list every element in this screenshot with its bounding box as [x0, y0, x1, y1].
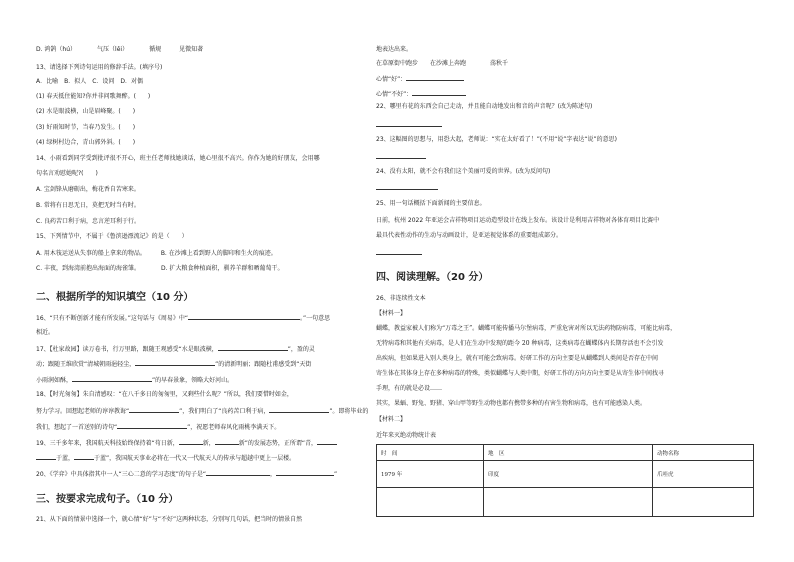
question-14-option-a: A. 宝剑锋从磨砺出，梅花香自苦寒来。: [36, 186, 140, 193]
answer-line-25[interactable]: [376, 254, 422, 255]
table-row: [377, 488, 754, 517]
answer-line-23[interactable]: [376, 158, 426, 159]
question-17-text-3: 小雨润如酥，: [36, 377, 73, 384]
answer-line-24[interactable]: [376, 189, 438, 190]
question-18-tail-3: ”，祝愿老师春风化雨桃李满天下。: [187, 424, 281, 431]
answer-blank[interactable]: [129, 406, 179, 413]
question-14-cont: 句名言劝慰她呢?( ): [36, 170, 98, 177]
table-cell: [377, 488, 484, 517]
table-cell: 1979 年: [377, 461, 484, 488]
mood-good-line: [376, 74, 464, 84]
question-18-text-3: ”，我们明白了“良药苦口利于病，: [179, 408, 270, 415]
question-17-line-3: [36, 375, 233, 385]
question-14: 14、小雨看到同学受到批评很不开心，班主任老师找她谈话，她心里很不高兴。你作为她的好朋友，会用哪: [36, 155, 320, 162]
question-17-text-2: 动；跟随王维欣赏“清城朝雨浥轻尘，: [36, 361, 136, 368]
question-19-line-2: [36, 453, 295, 463]
question-13-item-3: (3) 好雨知时节，当春乃发生。( ): [36, 124, 136, 131]
material-2-label: 【材料二】: [376, 416, 407, 423]
question-19-tail: 于蓝”，我国航天事业必将在一代又一代航天人的传承与超越中更上一层楼。: [94, 455, 296, 462]
question-18-text-2: 努力学习。回想起老师的谆谆教诲“: [36, 408, 130, 415]
material-1-label: 【材料一】: [376, 310, 407, 317]
answer-blank[interactable]: [135, 359, 215, 366]
table-caption: 近年来灭绝动物统计表: [376, 432, 437, 439]
question-14-option-b: B. 常将有日思无日，莫把无时当有时。: [36, 202, 140, 209]
extinct-animals-table: [376, 444, 754, 517]
table-header-cell: 动物名称: [653, 445, 754, 461]
answer-blank[interactable]: [206, 469, 270, 476]
table-row: [377, 461, 754, 488]
question-20-text: 20、《学弈》中具体指其中一人“三心二意的学习态度”的句子是“: [36, 471, 206, 478]
table-cell: [653, 488, 754, 517]
question-19-text-2: 新，: [202, 440, 215, 447]
question-21-scenarios: 在草原街中跑步 在沙滩上奔跑 荡秋千: [376, 60, 509, 67]
mood-good-blank[interactable]: [406, 74, 464, 81]
answer-blank[interactable]: [117, 422, 187, 429]
answer-blank[interactable]: [188, 313, 300, 320]
mood-bad-label: 心情“不好”：: [376, 91, 413, 98]
answer-blank[interactable]: [36, 453, 56, 460]
material-1-line-3: 出疾病，但如果进入别人类身上，就有可能会致病毒。好研工作的方向主要是从蝴蝶到人类间是否存在中间: [376, 355, 659, 362]
question-18-text-4: 我们，想起了一首送别的诗句“: [36, 424, 118, 431]
question-22: 22、哪里有花的东西会自己走动，并且能自动地发出和音的声音呢？(改为陈述句): [376, 103, 593, 110]
question-13-item-4: (4) 绿树村边合，青山郭外斜。( ): [36, 139, 136, 146]
mood-good-label: 心情“好”：: [376, 76, 407, 83]
table-header-row: [377, 445, 754, 461]
question-13-item-1: (1) 春天抵住能知?你并非问歌舞醉。( ): [36, 93, 151, 100]
question-16-text: 16、“只有不断创新才能有所发展。”这句话与《周易》中“: [36, 315, 188, 322]
answer-line-22[interactable]: [376, 126, 442, 127]
table-cell: 印度: [484, 461, 653, 488]
question-20-tail: ”: [333, 471, 338, 478]
answer-blank[interactable]: [317, 438, 337, 445]
material-1-line-4: 寄生体在其体身上存在多种病毒的特殊，类似蝴蝶与人类中期，好研工作的方向方向主要是从寄生体中间找寻: [376, 370, 665, 377]
question-18-line-3: [36, 422, 280, 432]
question-21: 21、从下面的情景中选择一个，就心情“好”与“不好”这两种状态，分别写几句话，把当时的情景自然: [36, 516, 303, 523]
answer-blank[interactable]: [218, 344, 288, 351]
material-1-line-2: 无特病毒和其他有关病毒，是人们在生动中发现的距今 20 种病毒，这类病毒在蝴蝶体内长期存活也不会引发: [376, 340, 664, 347]
table-cell: [484, 488, 653, 517]
question-24: 24、没有太阳，就不会有我们这个美丽可爱的世界。(改为反问句): [376, 168, 551, 175]
question-17: [36, 344, 315, 354]
table-header-cell: 地 区: [484, 445, 653, 461]
question-17-text: 17、【杜家故园】读万卷书，行万里路，跟随王观感受“水是眼波横，: [36, 346, 218, 353]
material-1-line-5: 手理，有的就是必设……: [376, 385, 443, 392]
answer-blank[interactable]: [72, 375, 152, 382]
question-13: 13、请选择下列诗句运用的修辞手法。(填序号): [36, 64, 163, 71]
question-16: [36, 313, 330, 323]
question-16-tail: 。”一句意思: [299, 315, 331, 322]
question-23: 23、这幅图的思想与，用恐大起，老师说：“实在太好看了！”(不用“说”字表达“说”的意思): [376, 136, 617, 143]
question-17-line-2: [36, 359, 311, 369]
material-1-line-1: 蝴蝶，教益家被人们称为“万毒之王”。蝴蝶可能传播马尔堡病毒，严重危害对所以无法药物防病毒，可能比病毒，: [376, 325, 677, 332]
question-20-comma: ，: [269, 471, 276, 478]
table-header-cell: 时 间: [377, 445, 484, 461]
question-17-tail: ”，盈的灵: [287, 346, 315, 353]
question-17-tail-2: ”的清新明丽；跟随杜甫感受到“天街: [215, 361, 312, 368]
question-18: 18、【时光匆匆】朱自清感叹：“在八千多日的匆匆里，又剩些什么呢？”所以，我们要惜时如金，: [36, 391, 293, 398]
question-18-line-2: [36, 406, 368, 416]
question-17-tail-3: ”的早春景象，领略大好河山。: [152, 377, 234, 384]
mood-bad-blank[interactable]: [412, 89, 466, 96]
answer-blank[interactable]: [276, 469, 334, 476]
question-19-text: 19、三千多年来，我国航天科技始终保持着“苟日新，: [36, 440, 179, 447]
material-1-line-6: 其实，果蝠、野兔、野猪、穿山甲等野生动物也都有携带多种的有害生物和病毒，也有可能感染人类。: [376, 400, 647, 407]
answer-blank[interactable]: [179, 438, 203, 445]
section-2-heading: 二、根据所学的知识填空（10 分）: [36, 292, 194, 303]
question-20: [36, 469, 337, 479]
mood-bad-line: [376, 89, 466, 99]
section-4-heading: 四、阅读理解。（20 分）: [376, 272, 489, 283]
answer-blank[interactable]: [215, 438, 239, 445]
question-18-tail-2: ”。即将毕业的: [329, 408, 369, 415]
question-15-options-cd: C. 丰夜，到海湾前抱出海面的海雀雏。 D. 扩大粮食种植面积，驯养羊群和晒葡萄干。: [36, 265, 284, 272]
question-14-option-c: C. 良药苦口利于病，忠言逆耳利于行。: [36, 218, 141, 225]
news-text-line-1: 日前，杭州 2022 年亚运会吉祥物项目运动造型设计在线上发布。该设计是利用吉祥物对各体育项目比赛中: [376, 217, 660, 224]
question-16-cont: 相近。: [36, 329, 55, 336]
table-cell: 爪哇虎: [653, 461, 754, 488]
question-19: [36, 438, 337, 448]
question-13-item-2: (2) 水是眼波横，山是眉峰聚。( ): [36, 108, 136, 115]
section-3-heading: 三、按要求完成句子。（10 分）: [36, 494, 179, 505]
option-d-line: D. 鸿鹄（hú） 气压（lěi） 循规 见微知著: [36, 46, 204, 53]
question-19-text-4: 于蓝，: [56, 455, 75, 462]
answer-blank[interactable]: [269, 406, 329, 413]
question-21-cont: 地表达出来。: [376, 46, 413, 53]
question-25: 25、用一句话概括下面新闻的主要信息。: [376, 200, 486, 207]
answer-blank[interactable]: [74, 453, 94, 460]
question-19-text-3: 新”的发展态势，正所谓“青，: [238, 440, 317, 447]
question-15: 15、下列情节中，不属于《鲁滨逊漂流记》的是（ ）: [36, 233, 188, 240]
news-text-line-2: 最具代表性动作的生动与动画设计，是亚运视觉体系的重要组成部分。: [376, 232, 563, 239]
question-26: 26、非连续性文本: [376, 295, 426, 302]
question-15-options-ab: A. 用木筏运送从失事的船上拿来的物品。 B. 在沙滩上看到野人的脚印和生火的痕迹。: [36, 250, 277, 257]
question-13-options: A．比喻 B．拟人 C．设问 D．对偶: [36, 78, 144, 85]
